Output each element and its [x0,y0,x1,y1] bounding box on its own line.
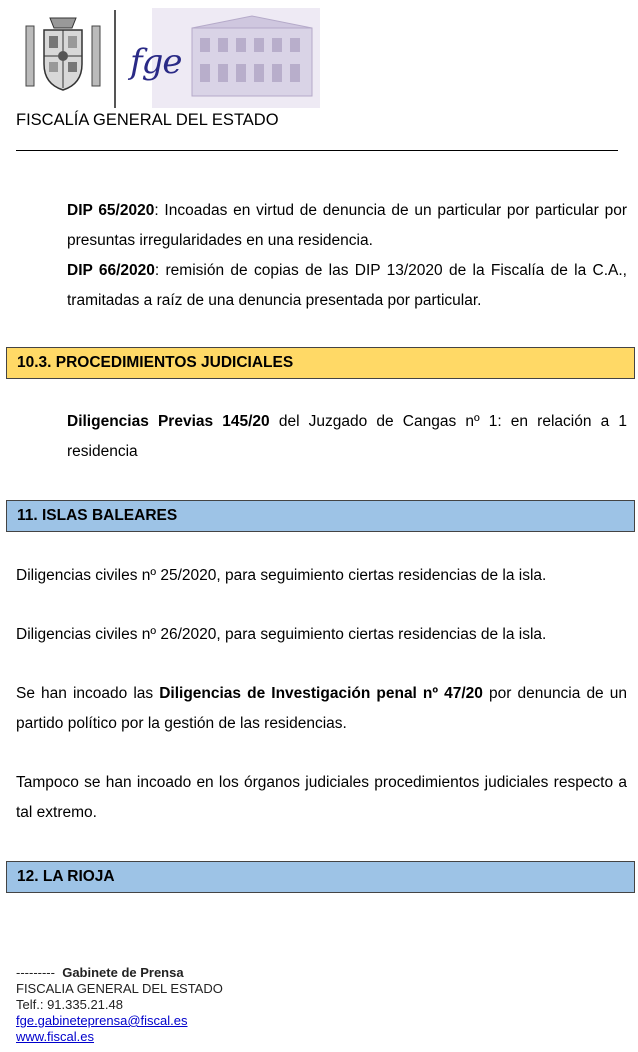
paragraph-text: del Juzgado de Cangas nº 1: en relación a 1 residencia [67,413,627,460]
paragraph-civiles-25: Diligencias civiles nº 25/2020, para seguimiento ciertas residencias de la isla. [16,567,547,584]
paragraph-civiles-26: Diligencias civiles nº 26/2020, para seguimiento ciertas residencias de la isla. [16,626,547,643]
paragraph-diligencias-previas [67,407,627,467]
footer-office-line [16,965,223,981]
footer-email-link[interactable]: fge.gabineteprensa@fiscal.es [16,1013,188,1028]
section-heading-12: 12. LA RIOJA [6,861,635,893]
footer-web-link[interactable]: www.fiscal.es [16,1029,95,1044]
footer-office: Gabinete de Prensa [62,965,184,980]
header-divider [114,10,116,108]
paragraph-text: por denuncia de un partido político por la gestión de las residencias. [16,685,627,732]
footer-phone: Telf.: 91.335.21.48 [16,997,123,1012]
paragraph-investigacion-penal [16,679,627,739]
fge-logo: fge [130,42,182,82]
coat-of-arms-icon [22,12,104,98]
paragraph-text: : remisión de copias de las DIP 13/2020 de la Fiscalía de la C.A., tramitadas a raíz de una denuncia presentada por particular. [67,262,627,309]
page-title: FISCALÍA GENERAL DEL ESTADO [16,111,279,129]
section-heading-10-3: 10.3. PROCEDIMIENTOS JUDICIALES [6,347,635,379]
case-ref: DIP 65/2020 [67,202,155,219]
case-ref: Diligencias de Investigación penal nº 47/20 [159,685,483,702]
footer-dashes: --------- [16,965,55,980]
footer-org: FISCALIA GENERAL DEL ESTADO [16,981,223,996]
paragraph-dip-66 [67,256,627,316]
header-rule [16,150,618,151]
paragraph-tampoco: Tampoco se han incoado en los órganos judiciales procedimientos judiciales respecto a tal extremo. [16,774,627,821]
case-ref: Diligencias Previas 145/20 [67,413,270,430]
paragraph-text: : Incoadas en virtud de denuncia de un particular por particular por presuntas irregularidades en una residencia. [67,202,627,249]
case-ref: DIP 66/2020 [67,262,155,279]
footer [16,965,223,1045]
paragraph-text: Se han incoado las [16,685,160,702]
paragraph-dip-65 [67,196,627,256]
section-heading-11: 11. ISLAS BALEARES [6,500,635,532]
